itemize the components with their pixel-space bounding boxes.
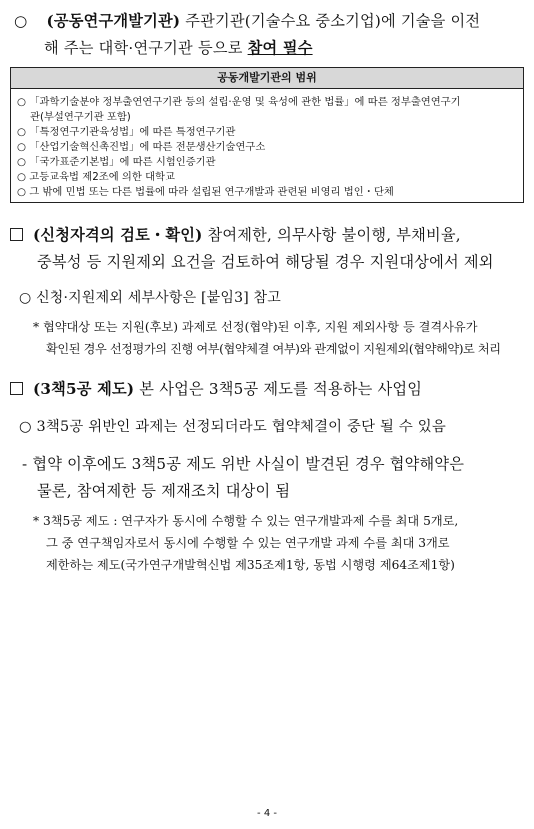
sec3-dash1: - 협약 이후에도 3책5공 제도 위반 사실이 발견된 경우 협약해약은 xyxy=(22,455,465,473)
box-header: 공동개발기관의 범위 xyxy=(11,68,523,89)
page-number: - 4 - xyxy=(257,808,277,819)
partner-scope-box xyxy=(10,67,524,203)
sec2-line1 xyxy=(10,224,461,245)
box-item: ○ 「국가표준기본법」에 따른 시험인증기관 xyxy=(17,156,216,168)
sec1-line2-emph: 참여 필수 xyxy=(247,39,313,57)
sec3-title: (3책5공 제도) xyxy=(33,380,135,398)
box-item: ○ 그 밖에 민법 또는 다른 법률에 따라 설립된 연구개발과 관련된 비영리 법인・단체 xyxy=(17,186,394,198)
sec3-note3: 제한하는 제도(국가연구개발혁신법 제35조제1항, 동법 시행령 제64조제1항) xyxy=(46,558,455,572)
sec3-note1: * 3책5공 제도 : 연구자가 동시에 수행할 수 있는 연구개발과제 수를 최대 5개로, xyxy=(33,514,459,528)
sec3-line1-rest: 본 사업은 3책5공 제도를 적용하는 사업임 xyxy=(134,380,423,398)
sec1-bullet: ○ xyxy=(14,12,28,30)
sec1-line1-rest: 주관기관(기술수요 중소기업)에 기술을 이전 xyxy=(180,12,481,30)
sec1-line1 xyxy=(14,10,480,31)
sec2-line1-rest: 참여제한, 의무사항 불이행, 부채비율, xyxy=(202,226,461,244)
box-item: ○ 「과학기술분야 정부출연연구기관 등의 설립·운영 및 육성에 관한 법률」에 따른 정부출연연구기 xyxy=(17,96,461,108)
sec1-title: (공동연구개발기관) xyxy=(46,12,181,30)
sec2-note2: 확인된 경우 선정평가의 진행 여부(협약체결 여부)와 관계없이 지원제외(협약해약)로 처리 xyxy=(46,342,501,356)
sec2-title: (신청자격의 검토・확인) xyxy=(33,226,203,244)
box-item: ○ 고등교육법 제2조에 의한 대학교 xyxy=(17,171,175,183)
sec3-dash2: 물론, 참여제한 등 제재조치 대상이 됨 xyxy=(37,482,291,500)
sec2-sub: ○ 신청·지원제외 세부사항은 [붙임3] 참고 xyxy=(19,290,281,306)
box-item: ○ 「산업기술혁신촉진법」에 따른 전문생산기술연구소 xyxy=(17,141,266,153)
sec1-line2 xyxy=(44,37,313,58)
sec3-line1 xyxy=(10,378,422,399)
checkbox-square-icon xyxy=(10,382,23,395)
box-item: ○ 「특정연구기관육성법」에 따른 특정연구기관 xyxy=(17,126,236,138)
sec2-note1: * 협약대상 또는 지원(후보) 과제로 선정(협약)된 이후, 지원 제외사항 등 결격사유가 xyxy=(33,320,478,334)
sec3-note2: 그 중 연구책임자로서 동시에 수행할 수 있는 연구개발 과제 수를 최대 3개로 xyxy=(46,536,450,550)
checkbox-square-icon xyxy=(10,228,23,241)
sec2-line2: 중복성 등 지원제외 요건을 검토하여 해당될 경우 지원대상에서 제외 xyxy=(37,253,494,271)
sec1-line2-pre: 해 주는 대학·연구기관 등으로 xyxy=(44,39,248,57)
sec3-sub: ○ 3책5공 위반인 과제는 선정되더라도 협약체결이 중단 될 수 있음 xyxy=(19,419,446,435)
box-item: 관(부설연구기관 포함) xyxy=(30,111,131,123)
